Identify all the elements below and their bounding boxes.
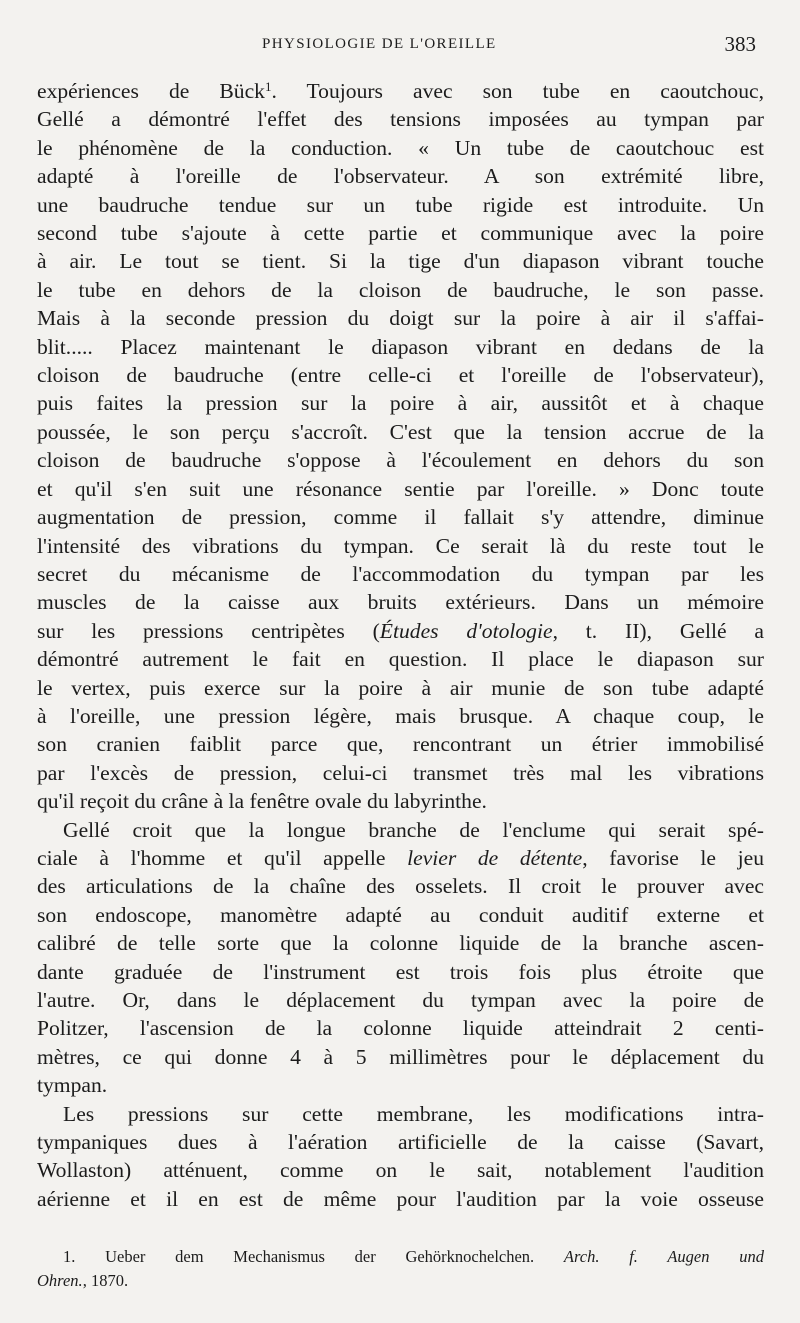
text-segment: expériences de Bück bbox=[37, 79, 265, 103]
text-line: à l'oreille, une pression légère, mais brusque. A chaque coup, le bbox=[37, 703, 764, 728]
text-line: qu'il reçoit du crâne à la fenêtre ovale du labyrinthe. bbox=[37, 789, 487, 814]
text-line bbox=[37, 77, 764, 105]
running-head-title: PHYSIOLOGIE DE L'OREILLE bbox=[262, 36, 497, 52]
text-line: aérienne et il en est de même pour l'audition par la voie osseuse bbox=[37, 1186, 764, 1211]
text-line: tympaniques dues à l'aération artificielle de la caisse (Savart, bbox=[37, 1130, 764, 1155]
footnote-journal: Arch. f. Augen und bbox=[563, 1247, 764, 1266]
text-line: muscles de la caisse aux bruits extérieurs. Dans un mémoire bbox=[37, 590, 764, 615]
text-line: et qu'il s'en suit une résonance sentie par l'oreille. » Donc toute bbox=[37, 476, 764, 501]
text-line: adapté à l'oreille de l'observateur. A son extrémité libre, bbox=[37, 164, 764, 189]
text-line: Gellé a démontré l'effet des tensions imposées au tympan par bbox=[37, 107, 764, 132]
text-line: des articulations de la chaîne des osselets. Il croit le prouver avec bbox=[37, 874, 764, 899]
footnote-text: 1. Ueber dem Mechanismus der Gehörknochelchen. bbox=[63, 1247, 564, 1266]
text-line: le tube en dehors de la cloison de baudruche, le son passe. bbox=[37, 277, 764, 302]
text-line: à air. Le tout se tient. Si la tige d'un diapason vibrant touche bbox=[37, 249, 764, 274]
text-line: cloison de baudruche s'oppose à l'écoulement en dehors du son bbox=[37, 448, 764, 473]
text-line: Mais à la seconde pression du doigt sur la poire à air il s'affai- bbox=[37, 306, 764, 331]
text-line: cloison de baudruche (entre celle-ci et l'oreille de l'observateur), bbox=[37, 363, 764, 388]
text-line bbox=[37, 844, 764, 872]
text-line: son cranien faiblit parce que, rencontrant un étrier immobilisé bbox=[37, 732, 764, 757]
text-line: calibré de telle sorte que la colonne liquide de la branche ascen- bbox=[37, 931, 764, 956]
text-line: secret du mécanisme de l'accommodation du tympan par les bbox=[37, 561, 764, 586]
footnote-line bbox=[37, 1269, 764, 1293]
body-text bbox=[37, 77, 764, 1213]
text-line: par l'excès de pression, celui-ci transmet très mal les vibrations bbox=[37, 760, 764, 785]
text-line: Politzer, l'ascension de la colonne liquide atteindrait 2 centi- bbox=[37, 1016, 764, 1041]
text-segment: . Toujours avec son tube en caoutchouc, bbox=[271, 79, 764, 103]
running-head bbox=[37, 32, 764, 58]
footnote-marker: 1 bbox=[264, 79, 272, 94]
text-line: puis faites la pression sur la poire à air, aussitôt et à chaque bbox=[37, 391, 764, 416]
text-line: le phénomène de la conduction. « Un tube de caoutchouc est bbox=[37, 135, 764, 160]
footnote-journal: Ohren. bbox=[37, 1271, 83, 1290]
footnote-text: , 1870. bbox=[82, 1271, 129, 1290]
text-line bbox=[37, 617, 764, 645]
text-line: blit..... Placez maintenant le diapason vibrant en dedans de la bbox=[37, 334, 764, 359]
page-number: 383 bbox=[724, 32, 756, 56]
text-line: Wollaston) atténuent, comme on le sait, notablement l'audition bbox=[37, 1158, 764, 1183]
text-line: augmentation de pression, comme il fallait s'y attendre, diminue bbox=[37, 505, 764, 530]
text-segment: , t. II), Gellé a bbox=[552, 618, 765, 643]
text-segment: , favorise le jeu bbox=[582, 845, 764, 870]
italic-title: Études d'otologie bbox=[379, 618, 553, 643]
text-line: l'intensité des vibrations du tympan. Ce serait là du reste tout le bbox=[37, 533, 764, 558]
italic-term: levier de détente bbox=[407, 845, 583, 870]
text-line: Les pressions sur cette membrane, les modifications intra- bbox=[63, 1101, 764, 1126]
text-line: l'autre. Or, dans le déplacement du tympan avec la poire de bbox=[37, 988, 764, 1012]
text-line: tympan. bbox=[37, 1073, 108, 1098]
text-line: le vertex, puis exerce sur la poire à air munie de son tube adapté bbox=[37, 675, 764, 700]
text-line: poussée, le son perçu s'accroît. C'est que la tension accrue de la bbox=[37, 419, 764, 444]
text-line: mètres, ce qui donne 4 à 5 millimètres pour le déplacement du bbox=[37, 1044, 764, 1069]
text-line: dante graduée de l'instrument est trois fois plus étroite que bbox=[37, 959, 764, 984]
book-page bbox=[37, 0, 764, 1323]
text-line: Gellé croit que la longue branche de l'enclume qui serait spé- bbox=[63, 817, 764, 842]
text-line: second tube s'ajoute à cette partie et communique avec la poire bbox=[37, 221, 764, 246]
text-line: démontré autrement le fait en question. Il place le diapason sur bbox=[37, 647, 764, 672]
footnote-line bbox=[37, 1245, 764, 1269]
text-line: son endoscope, manomètre adapté au conduit auditif externe et bbox=[37, 902, 764, 927]
text-segment: sur les pressions centripètes ( bbox=[37, 618, 380, 643]
text-line: une baudruche tendue sur un tube rigide est introduite. Un bbox=[37, 192, 764, 217]
text-segment: ciale à l'homme et qu'il appelle bbox=[37, 845, 408, 870]
footnote bbox=[37, 1245, 764, 1293]
